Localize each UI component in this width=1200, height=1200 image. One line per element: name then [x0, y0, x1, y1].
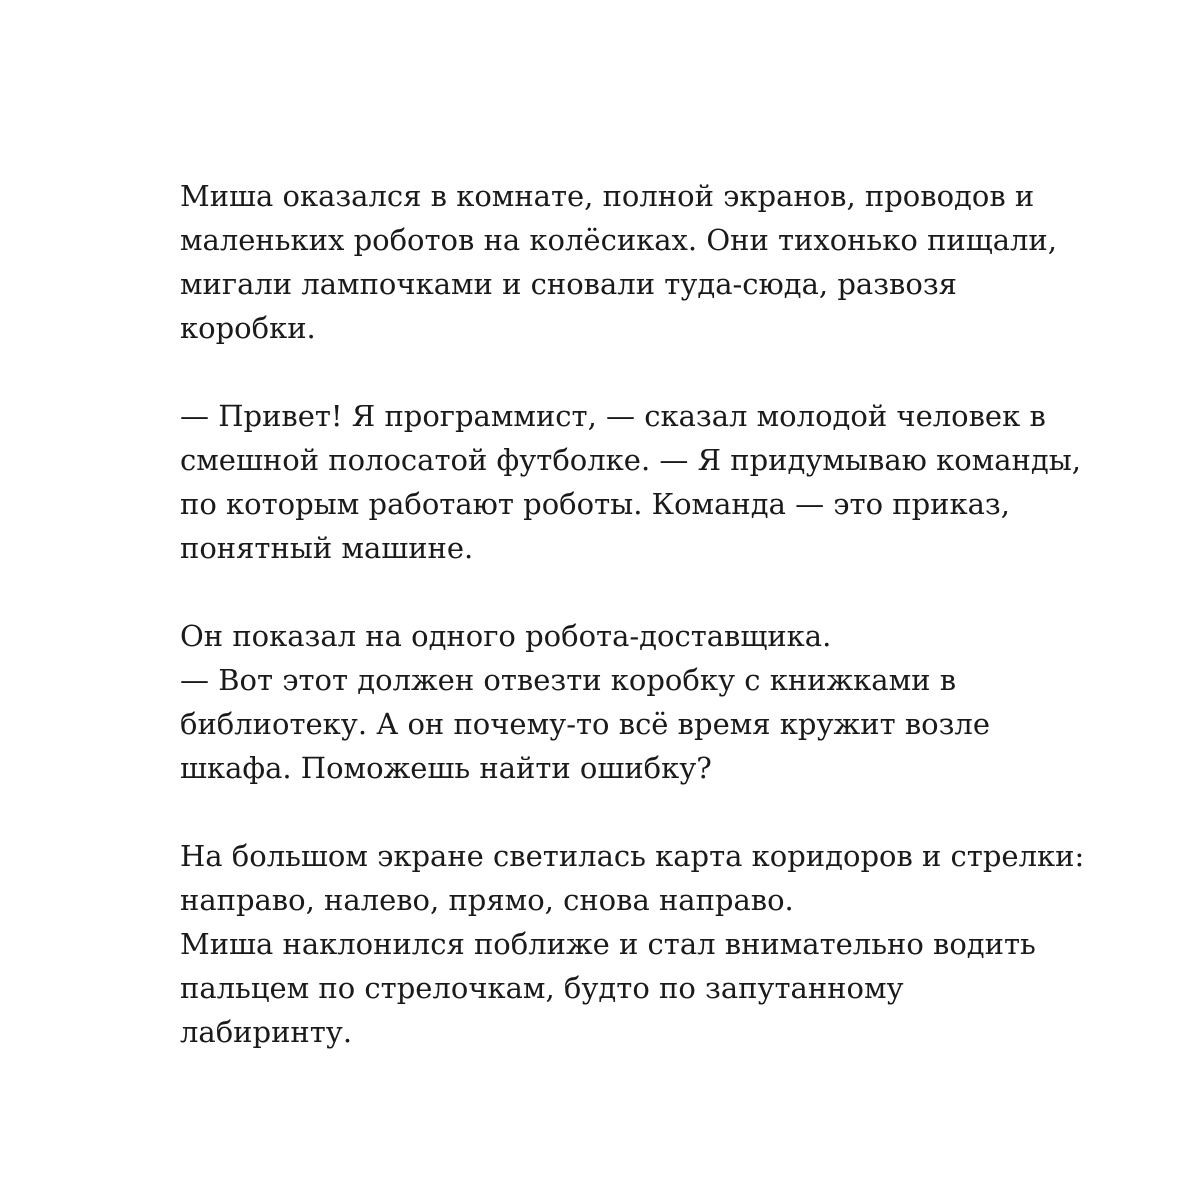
text-line: лабиринту. — [180, 1015, 353, 1049]
text-line: Он показал на одного робота-доставщика. — [180, 619, 832, 653]
text-line: направо, налево, прямо, снова направо. — [180, 883, 794, 917]
text-line: На большом экране светилась карта коридоров и стрелки: — [180, 839, 1085, 873]
story-text — [180, 174, 1140, 1054]
text-line: маленьких роботов на колёсиках. Они тихонько пищали, — [180, 223, 1057, 257]
text-line: библиотеку. А он почему-то всё время кружит возле — [180, 707, 991, 741]
text-line: пальцем по стрелочкам, будто по запутанному — [180, 971, 904, 1005]
text-line: — Вот этот должен отвезти коробку с книжками в — [180, 663, 957, 697]
paragraph-room-description — [180, 174, 1140, 350]
paragraph-delivery-robot — [180, 614, 1140, 790]
text-line: шкафа. Поможешь найти ошибку? — [180, 751, 712, 785]
text-line: по которым работают роботы. Команда — это приказ, — [180, 487, 1010, 521]
paragraph-programmer-greeting — [180, 394, 1140, 570]
text-line: Миша наклонился поближе и стал внимательно водить — [180, 927, 1036, 961]
text-line: мигали лампочками и сновали туда-сюда, развозя — [180, 267, 957, 301]
text-line: — Привет! Я программист, — сказал молодой человек в — [180, 399, 1046, 433]
text-line: смешной полосатой футболке. — Я придумываю команды, — [180, 443, 1082, 477]
text-line: коробки. — [180, 311, 316, 345]
text-line: понятный машине. — [180, 531, 474, 565]
paragraph-screen-map — [180, 834, 1140, 1054]
text-line: Миша оказался в комнате, полной экранов, проводов и — [180, 179, 1035, 213]
